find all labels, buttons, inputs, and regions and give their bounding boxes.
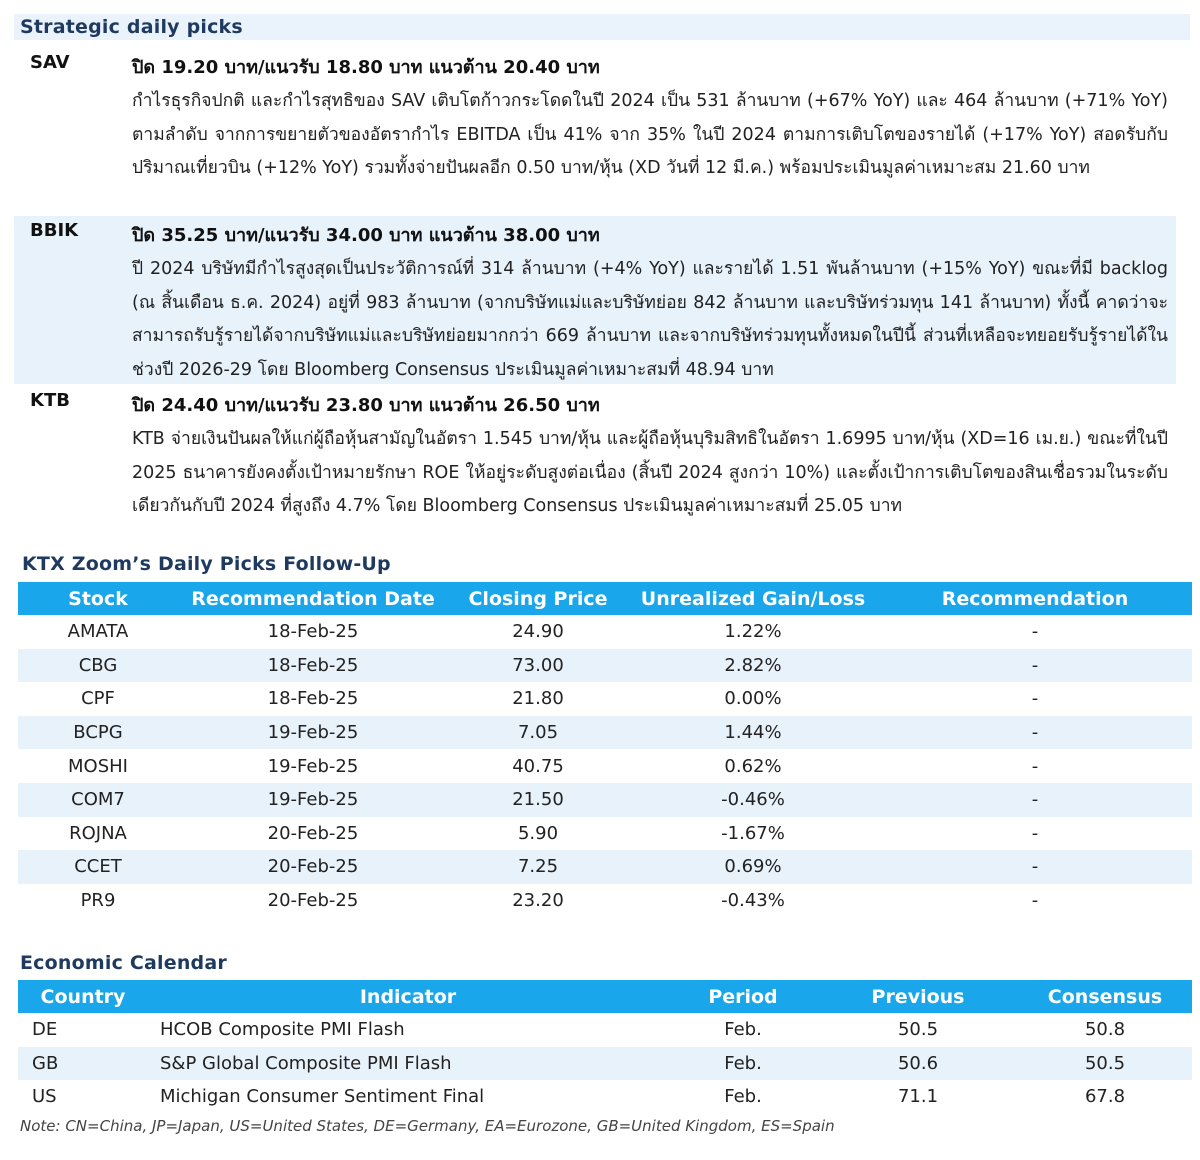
cell-indicator: Michigan Consumer Sentiment Final [160,1086,485,1108]
cell-gain: -1.67% [721,822,785,844]
pick-ticker: BBIK [30,220,79,241]
cell-date: 19-Feb-25 [178,716,448,750]
col-stock: Stock [18,582,178,615]
cell-date: 18-Feb-25 [178,649,448,683]
cell-date: 20-Feb-25 [267,822,359,844]
pick-ticker: SAV [30,52,70,73]
pick-bbik [14,216,1176,384]
col-indicator: Indicator [148,980,668,1013]
cell-recommendation: - [878,850,1192,884]
economic-calendar-table [18,980,1192,1114]
cell-indicator: S&P Global Composite PMI Flash [148,1047,668,1081]
cell-recommendation: - [1031,621,1039,643]
strategic-picks-title: Strategic daily picks [14,14,1190,40]
cell-gain: -0.46% [628,783,878,817]
cell-gain: 1.22% [724,621,782,643]
pick-ticker: KTB [30,390,70,411]
cell-recommendation: - [1031,890,1039,912]
cell-country: GB [18,1047,148,1081]
cell-gain: 0.69% [628,850,878,884]
followup-header-row [18,582,1192,615]
cell-price: 23.20 [512,890,564,912]
cell-consensus: 50.5 [1018,1047,1192,1081]
cell-recommendation: - [1031,822,1039,844]
followup-table [18,582,1192,917]
cell-period: Feb. [724,1086,762,1108]
cell-date: 20-Feb-25 [178,850,448,884]
cell-country: DE [32,1019,58,1041]
cell-price: 7.25 [448,850,628,884]
cell-date: 18-Feb-25 [267,621,359,643]
cell-gain: 1.44% [628,716,878,750]
cell-consensus: 67.8 [1084,1086,1126,1108]
pick-headline: ปิด 19.20 บาท/แนวรับ 18.80 บาท แนวต้าน 20.40 บาท [132,57,600,78]
cell-previous: 71.1 [897,1086,939,1108]
table-row [18,649,1192,683]
cell-stock: CPF [81,688,115,710]
cell-date: 20-Feb-25 [267,890,359,912]
col-country: Country [18,980,148,1013]
cell-price: 5.90 [517,822,559,844]
table-row [18,850,1192,884]
cell-stock: ROJNA [69,822,127,844]
cell-date: 19-Feb-25 [267,755,359,777]
cell-recommendation: - [878,783,1192,817]
cell-gain: 2.82% [628,649,878,683]
cell-price: 24.90 [512,621,564,643]
cell-stock: PR9 [80,890,116,912]
col-recommendation: Recommendation [878,582,1192,615]
cell-country: US [32,1086,57,1108]
table-row [18,1080,1192,1114]
table-row [18,1013,1192,1047]
cell-previous: 50.6 [818,1047,1018,1081]
table-row [18,716,1192,750]
pick-ktb [14,386,1176,522]
cell-date: 19-Feb-25 [178,783,448,817]
economic-calendar-title: Economic Calendar [20,952,227,974]
cell-price: 73.00 [448,649,628,683]
table-row [18,1047,1192,1081]
followup-title: KTX Zoom’s Daily Picks Follow-Up [22,553,391,575]
cell-recommendation: - [878,716,1192,750]
pick-body: ปี 2024 บริษัทมีกำไรสูงสุดเป็นประวัติการณ์ที่ 314 ล้านบาท (+4% YoY) และรายได้ 1.51 พันล้านบาท (+15% YoY) ขณะที่มี backlog (ณ สิ้นเดือน ธ.ค. 2024) อยู่ที่ 983 ล้านบาท (จากบริษัทแม่และบริษัทย่อย 842 ล้านบาท และบริษัทร่วมทุน 141 ล้านบาท) ทั้งนี้ คาดว่าจะสามารถรับรู้รายได้จากบริษัทแม่และบริษัทย่อยมากกว่า 669 ล้านบาท และจากบริษัทร่วมทุนทั้งหมดในปีนี้ ส่วนที่เหลือจะทยอยรับรู้รายได้ในช่วงปี 2026-29 โดย Bloomberg Consensus ประเมินมูลค่าเหมาะสมที่ 48.94 บาท [132,259,1168,380]
cell-period: Feb. [724,1019,762,1041]
cell-date: 18-Feb-25 [267,688,359,710]
cell-gain: 0.62% [724,755,782,777]
pick-body: กำไรธุรกิจปกติ และกำไรสุทธิของ SAV เติบโตก้าวกระโดดในปี 2024 เป็น 531 ล้านบาท (+67% YoY) และ 464 ล้านบาท (+71% YoY) ตามลำดับ จากการขยายตัวของอัตรากำไร EBITDA เป็น 41% จาก 35% ในปี 2024 ตามการเติบโตของรายได้ (+17% YoY) สอดรับกับปริมาณเที่ยวบิน (+12% YoY) รวมทั้งจ่ายปันผลอีก 0.50 บาท/หุ้น (XD วันที่ 12 มี.ค.) พร้อมประเมินมูลค่าเหมาะสม 21.60 บาท [132,91,1168,178]
col-consensus: Consensus [1018,980,1192,1013]
cell-consensus: 50.8 [1084,1019,1126,1041]
col-previous: Previous [818,980,1018,1013]
cell-previous: 50.5 [897,1019,939,1041]
cell-period: Feb. [668,1047,818,1081]
cell-price: 21.50 [448,783,628,817]
cell-stock: CBG [18,649,178,683]
cell-stock: COM7 [18,783,178,817]
cell-recommendation: - [878,649,1192,683]
table-row [18,615,1192,649]
pick-headline: ปิด 24.40 บาท/แนวรับ 23.80 บาท แนวต้าน 26.50 บาท [132,395,600,416]
cell-stock: MOSHI [68,755,128,777]
country-code-note: Note: CN=China, JP=Japan, US=United States, DE=Germany, EA=Eurozone, GB=United Kingdom, ES=Spain [20,1117,835,1135]
pick-sav [14,48,1176,214]
table-row [18,817,1192,851]
table-row [18,749,1192,783]
calendar-header-row [18,980,1192,1013]
table-row [18,884,1192,918]
cell-price: 21.80 [512,688,564,710]
table-row [18,783,1192,817]
cell-indicator: HCOB Composite PMI Flash [160,1019,405,1041]
cell-stock: CCET [18,850,178,884]
cell-price: 40.75 [512,755,564,777]
col-period: Period [668,980,818,1013]
pick-headline: ปิด 35.25 บาท/แนวรับ 34.00 บาท แนวต้าน 38.00 บาท [132,225,600,246]
cell-recommendation: - [1031,688,1039,710]
cell-stock: BCPG [18,716,178,750]
table-row [18,682,1192,716]
col-closing-price: Closing Price [448,582,628,615]
cell-price: 7.05 [448,716,628,750]
cell-gain: -0.43% [721,890,785,912]
col-unrealized-gain-loss: Unrealized Gain/Loss [628,582,878,615]
cell-stock: AMATA [67,621,129,643]
cell-recommendation: - [1031,755,1039,777]
pick-body: KTB จ่ายเงินปันผลให้แก่ผู้ถือหุ้นสามัญในอัตรา 1.545 บาท/หุ้น และผู้ถือหุ้นบุริมสิทธิในอัตรา 1.6995 บาท/หุ้น (XD=16 เม.ย.) ขณะที่ในปี 2025 ธนาคารยังคงตั้งเป้าหมายรักษา ROE ให้อยู่ระดับสูงต่อเนื่อง (สิ้นปี 2024 สูงกว่า 10%) และตั้งเป้าการเติบโตของสินเชื่อรวมในระดับเดียวกันกับปี 2024 ที่สูงถึง 4.7% โดย Bloomberg Consensus ประเมินมูลค่าเหมาะสมที่ 25.05 บาท [132,429,1168,516]
cell-gain: 0.00% [724,688,782,710]
col-recommendation-date: Recommendation Date [178,582,448,615]
